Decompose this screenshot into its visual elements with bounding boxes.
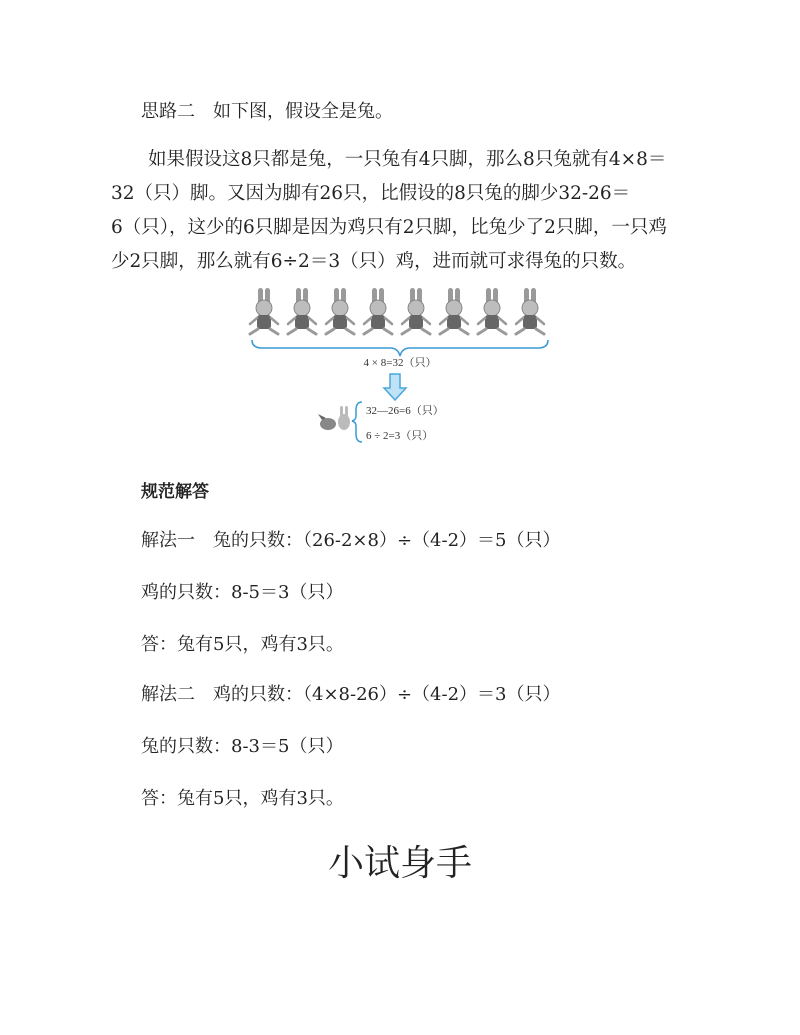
solution-heading: 规范解答 bbox=[141, 482, 209, 502]
rabbit-icon bbox=[288, 288, 316, 334]
down-arrow-icon bbox=[384, 374, 406, 400]
rabbit-diagram bbox=[240, 284, 560, 456]
rabbit-icon bbox=[402, 288, 430, 334]
reasoning-paragraph bbox=[111, 143, 691, 279]
total-label: 4 × 8=32（只） bbox=[363, 357, 437, 369]
rabbit-icon bbox=[364, 288, 392, 334]
method-2-answer: 答：兔有5只，鸡有3只。 bbox=[141, 788, 344, 809]
total-brace bbox=[252, 340, 548, 356]
equation-brace bbox=[352, 402, 362, 442]
method-1: 解法一 兔的只数：（26-2×8）÷（4-2）＝5（只） bbox=[141, 530, 561, 551]
equation-2: 6 ÷ 2=3（只） bbox=[366, 430, 434, 442]
method-2: 解法二 鸡的只数：（4×8-26）÷（4-2）＝3（只） bbox=[141, 684, 561, 705]
rabbit-chicken-icon bbox=[318, 406, 350, 430]
rabbit-row bbox=[250, 288, 544, 334]
idea-two-line: 思路二 如下图，假设全是兔。 bbox=[141, 101, 393, 122]
rabbit-icon bbox=[250, 288, 278, 334]
method-2-rabbit: 兔的只数：8-3＝5（只） bbox=[141, 736, 344, 757]
rabbit-icon bbox=[440, 288, 468, 334]
reasoning-line-2: 32（只）脚。又因为脚有26只，比假设的8只兔的脚少32-26＝ bbox=[111, 183, 631, 204]
reasoning-line-4: 少2只脚，那么就有6÷2＝3（只）鸡，进而就可求得兔的只数。 bbox=[111, 251, 637, 272]
reasoning-line-1: 如果假设这8只都是兔，一只兔有4只脚，那么8只兔就有4×8＝ bbox=[111, 149, 667, 170]
method-1-answer: 答：兔有5只，鸡有3只。 bbox=[141, 634, 344, 655]
reasoning-line-3: 6（只），这少的6只脚是因为鸡只有2只脚，比兔少了2只脚，一只鸡 bbox=[111, 217, 667, 238]
method-1-chicken: 鸡的只数：8-5＝3（只） bbox=[141, 582, 344, 603]
rabbit-icon bbox=[478, 288, 506, 334]
rabbit-icon bbox=[516, 288, 544, 334]
rabbit-figure bbox=[240, 284, 560, 456]
equation-1: 32—26=6（只） bbox=[366, 405, 444, 417]
section-title: 小试身手 bbox=[327, 843, 472, 884]
rabbit-icon bbox=[326, 288, 354, 334]
